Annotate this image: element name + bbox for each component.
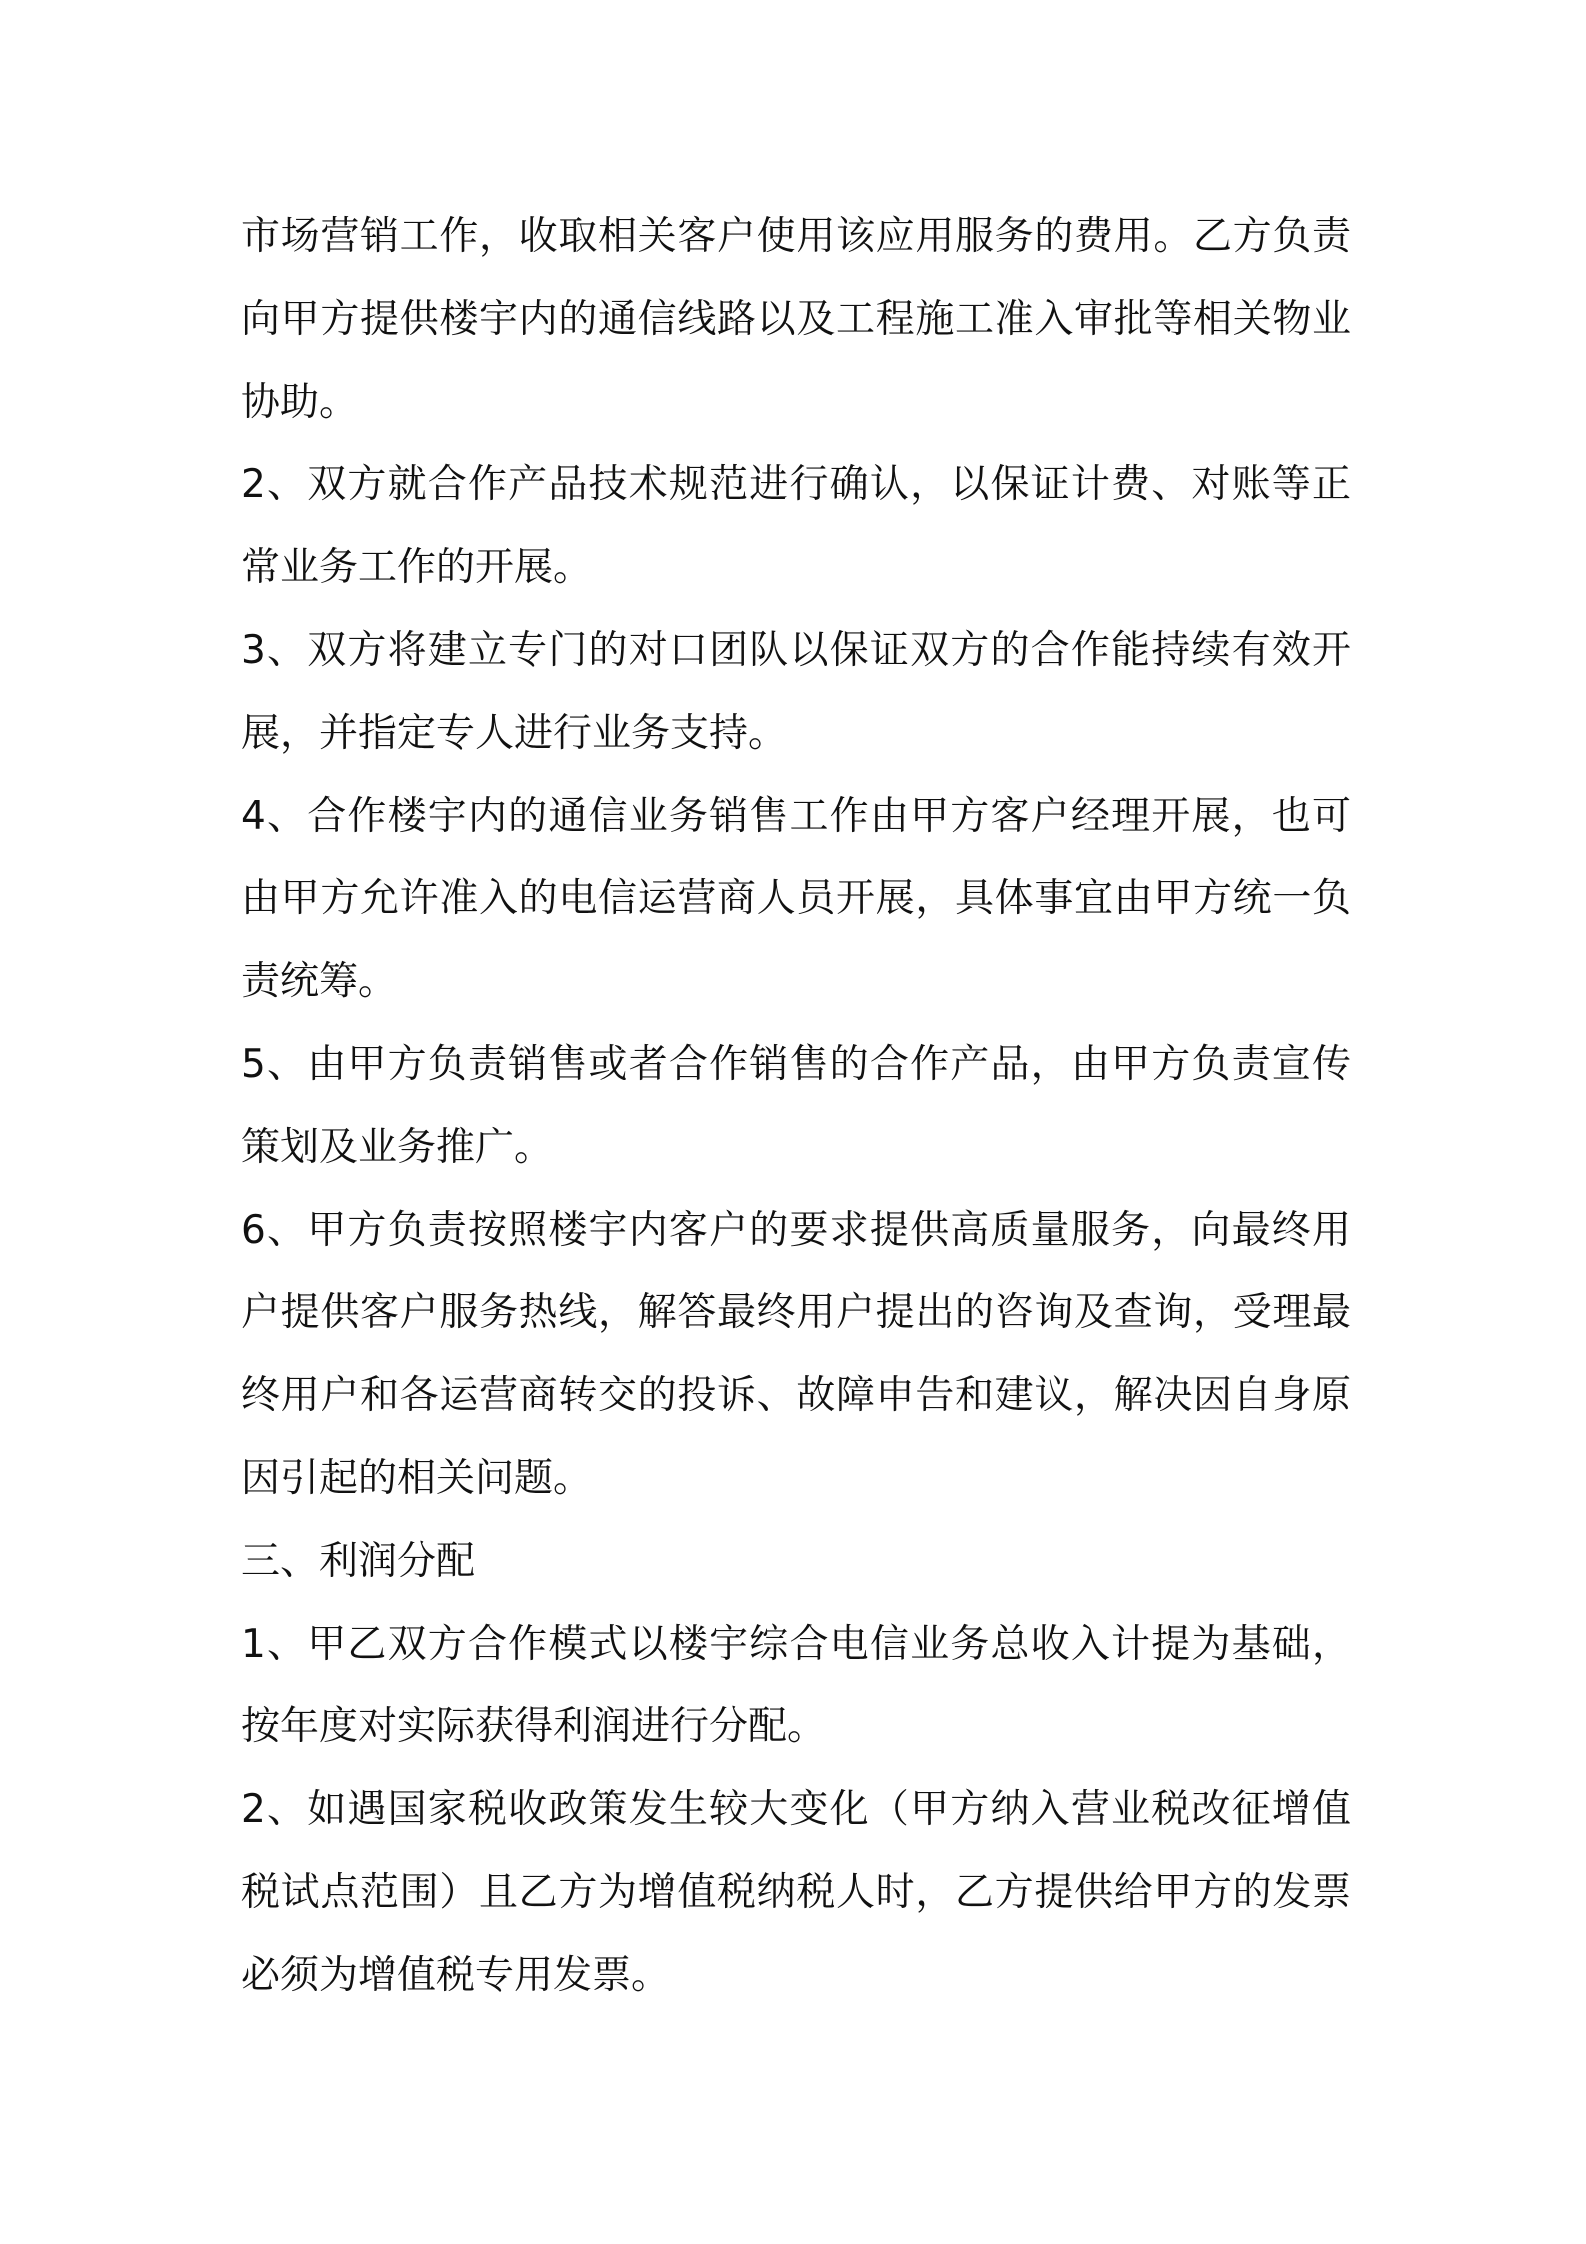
- paragraph-item-6: 6、甲方负责按照楼宇内客户的要求提供高质量服务，向最终用户提供客户服务热线，解答最终用户提出的咨询及查询，受理最终用户和各运营商转交的投诉、故障申告和建议，解决因自身原因引起的相关问题。: [241, 1207, 1351, 1501]
- paragraph-item-2: 2、双方就合作产品技术规范进行确认，以保证计费、对账等正常业务工作的开展。: [241, 462, 1351, 591]
- paragraph-item-5: 5、由甲方负责销售或者合作销售的合作产品，由甲方负责宣传策划及业务推广。: [241, 1041, 1351, 1170]
- paragraph-item-4: 4、合作楼宇内的通信业务销售工作由甲方客户经理开展，也可由甲方允许准入的电信运营商人员开展，具体事宜由甲方统一负责统筹。: [241, 793, 1351, 1005]
- paragraph-profit-item-2: 2、如遇国家税收政策发生较大变化（甲方纳入营业税改征增值税试点范围）且乙方为增值税纳税人时，乙方提供给甲方的发票必须为增值税专用发票。: [241, 1787, 1351, 1998]
- section-heading-profit-distribution: 三、利润分配: [241, 1538, 476, 1584]
- paragraph-profit-item-1: 1、甲乙双方合作模式以楼宇综合电信业务总收入计提为基础，按年度对实际获得利润进行分配。: [241, 1621, 1351, 1750]
- paragraph-item-3: 3、双方将建立专门的对口团队以保证双方的合作能持续有效开展，并指定专人进行业务支持。: [241, 627, 1351, 756]
- paragraph-service-duties: 市场营销工作，收取相关客户使用该应用服务的费用。乙方负责向甲方提供楼宇内的通信线路以及工程施工准入审批等相关物业协助。: [241, 214, 1351, 425]
- document-body: [241, 196, 1351, 2018]
